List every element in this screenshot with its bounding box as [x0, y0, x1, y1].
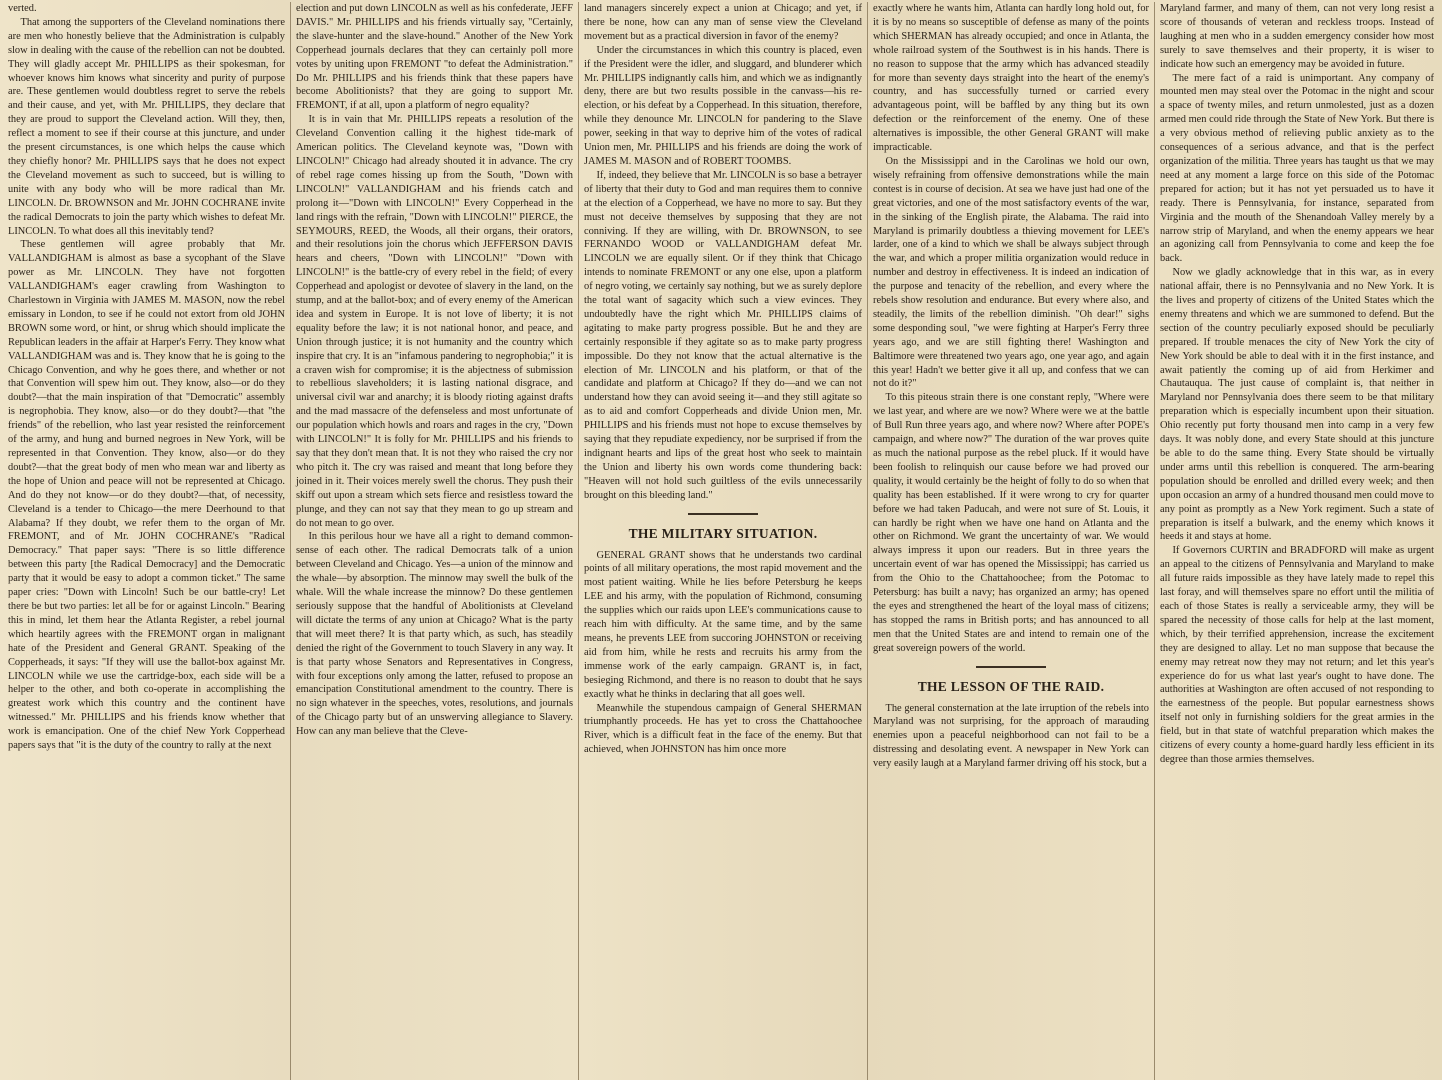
- paragraph: It is in vain that Mr. PHILLIPS repeats a resolution of the Cleveland Convention calling it the highest tide-mark of American politics. The Cleveland keynote was, "Down with LINCOLN!" Chicago had already shouted it in advance. The cry of rebel rage comes hissing up from the South, "Down with LINCOLN!" VALLANDIGHAM and his friends catch and prolong it—"Down with LINCOLN!" Every Copperhead in the land rings with the refrain, "Down with LINCOLN!" PIERCE, the SEYMOURS, REED, the Woods, all their organs, their orators, and their resolutions join the chorus which JEFFERSON DAVIS hears and cheers, "Down with LINCOLN!" "Down with LINCOLN!" is the battle-cry of every rebel in the field; of every Copperhead and apologist or devotee of slavery in the land, on the stump, and at the ballot-box; and of every enemy of the American idea and system in Europe. It is not love of liberty; it is not equality before the law; it is not national honor, and peace, and Union through justice; it is not humanity and the country which inspire that cry. It is an "infamous pandering to negrophobia;" it is a craven wish for compromise; it is the abjectness of submission to rebellious slaveholders; it is lasting national disgrace, and universal civil war and anarchy; it is bloody rioting against drafts and the mad massacre of the defenseless and most unfortunate of our population which howls and roars and rages in the cry, "Down with LINCOLN!" It is folly for Mr. PHILLIPS and his friends to say that they don't mean that. It is not they who raised the cry nor who pitch it. The cry was raised and meant that long before they joined in it. Their voices merely swell the chorus. They push their skiff out upon a stream which sets fierce and resistless toward the plunge, and they can not say that they mean to go up stream and do not mean to go over.: [296, 114, 573, 529]
- paragraph: exactly where he wants him, Atlanta can hardly long hold out, for it is by no means so susceptible of defense as many of the points which SHERMAN has already occupied; and once in Atlanta, the whole railroad system of the Southwest is in his hands. There is no reason to suppose that the army which has advanced steadily for more than seventy days straight into the heart of the enemy's country, and has successfully turned or carried every advantageous point, will be baffled by any thing but its own defection or the reinforcement of the enemy. One of these alternatives is impossible, the other General GRANT will make impracticable.: [873, 3, 1149, 154]
- paragraph: That among the supporters of the Cleveland nominations there are men who honestly believe that the Administration is culpably slow in dealing with the cause of the rebellion can not be doubted. They will gladly accept Mr. PHILLIPS as their spokesman, for whoever knows him knows what sincerity and purity of purpose are. These gentlemen would doubtless regret to serve the rebels and their cause, and yet, with Mr. PHILLIPS, they declare that they are proud to support the Cleveland action. Will they, then, reflect a moment to see if their course at this juncture, and under the present circumstances, is one which helps the cause which they chiefly honor? Mr. PHILLIPS says that he does not expect the Cleveland movement as such to succeed, but is willing to unite with any body who will be more radical than Mr. LINCOLN. Dr. BROWNSON and Mr. JOHN COCHRANE invite the radical Democrats to join the party which wishes to defeat Mr. LINCOLN. To what does all this inevitably tend?: [8, 16, 285, 237]
- paragraph: The general consternation at the late irruption of the rebels into Maryland was not surprising, for the approach of marauding enemies upon a peaceful neighborhood can not fail to be a distressing and desolating event. A newspaper in New York can very easily laugh at a Maryland farmer driving off his stock, but a: [873, 702, 1149, 770]
- paragraph: If Governors CURTIN and BRADFORD will make as urgent an appeal to the citizens of Pennsylvania and Maryland to make all future raids impossible as they have lately made to repel this last foray, and will themselves spare no effort until the militia of each of those States is really a serviceable army, they will be spared the necessity of those calls for help at the last moment, which, by their terrified apprehension, increase the excitement they are designed to allay. Let no man suppose that because the enemy may retreat now they may not return; and let this year's experience do for us what last year's ought to have done. The authorities at Washington are often accused of not responding to the earnestness of the people. But popular earnestness shows itself not only in furnishing soldiers for the great armies in the field, but in that state of watchful preparation which makes the citizens of every county a home-guard hardly less efficient in its degree than those armies themselves.: [1160, 545, 1434, 765]
- paragraph: The mere fact of a raid is unimportant. Any company of mounted men may steal over the Potomac in the night and scour a space of twenty miles, and return unmolested, just as a dozen armed men could ride through the State of New York. But there is a very obvious method of relieving public anxiety as to the consequences of a serious advance, and that is the perfect organization of the militia. Three years has taught us that we may need at any moment a large force on this side of the Potomac prepared for action; but it has not yet persuaded us to have it ready. There is Pennsylvania, for instance, separated from Virginia and the mouth of the Shenandoah Valley merely by a narrow strip of Maryland, and when the enemy appears we hear an agonizing call from Pennsylvania to come and keep the foe back.: [1160, 72, 1434, 265]
- heading-lesson-of-raid: THE LESSON OF THE RAID.: [917, 678, 1105, 694]
- heading-military-situation: THE MILITARY SITUATION.: [628, 525, 818, 541]
- paragraph: election and put down LINCOLN as well as his confederate, JEFF DAVIS." Mr. PHILLIPS and his friends virtually say, "Certainly, the slave-hunter and the slave-hound." Another of the New York Copperhead journals declares that they can certainly poll more votes by uniting upon FREMONT "to defeat the Administration." Do Mr. PHILLIPS and his friends think that these papers have become Abolitionists? that they are going to support Mr. FREMONT, if at all, upon a platform of negro equality?: [296, 3, 573, 112]
- paragraph: Under the circumstances in which this country is placed, even if the President were the idler, and sluggard, and blunderer which Mr. PHILLIPS indignantly calls him, and which we as indignantly deny, there are but two results possible in the canvass—his re-election, or his defeat by a Copperhead. In this situation, therefore, while they denounce Mr. LINCOLN for pandering to the Slave power, seeking in that way to deprive him of the votes of radical Union men, Mr. PHILLIPS and his friends are doing the work of JAMES M. MASON and of ROBERT TOOMBS.: [584, 44, 862, 167]
- column-1: [3, 2, 290, 1080]
- section-divider: [688, 513, 758, 515]
- paragraph: Maryland farmer, and many of them, can not very long resist a score of thousands of veteran and reckless troops. Instead of laughing at men who in a sudden emergency consider how most surely to save themselves and their property, it is wiser to indicate how such an emergency may be avoided in future.: [1160, 3, 1434, 70]
- column-4: [867, 2, 1154, 1080]
- paragraph: verted.: [8, 3, 37, 14]
- paragraph: In this perilous hour we have all a right to demand common-sense of each other. The radical Democrats talk of a union between Cleveland and Chicago. Yes—a union of the minnow and the whale—by absorption. The minnow may swell the bulk of the whale. Will the whale increase the minnow? Do these gentlemen seriously suppose that the handful of Abolitionists at Cleveland will dictate the terms of any union at Chicago? What is the party that will meet there? It is that party which, as such, has steadily denied the right of the Government to touch Slavery in any way. It is that party whose Senators and Representatives in Congress, with four exceptions only among the latter, refused to propose an emancipation Constitutional amendment to the country. There is no sign whatever in the speeches, votes, resolutions, and journals of the Chicago party but of an unswerving allegiance to Slavery. How can any man believe that the Cleve-: [296, 531, 573, 738]
- paragraph: land managers sincerely expect a union at Chicago; and yet, if there be none, how can any man of sense view the Cleveland movement but as a practical diversion in favor of the enemy?: [584, 3, 862, 42]
- section-divider: [976, 666, 1046, 668]
- paragraph: Meanwhile the stupendous campaign of General SHERMAN triumphantly proceeds. He has yet to cross the Chattahoochee River, which is a difficult feat in the face of the enemy. But that achieved, when JOHNSTON has him once more: [584, 702, 862, 756]
- paragraph: GENERAL GRANT shows that he understands two cardinal points of all military operations, the most rapid movement and the most patient waiting. While he lies before Petersburg he keeps LEE and his army, with the population of Richmond, consuming the supplies which our raids upon LEE's communications cause to reach him with difficulty. At the same time, and by the same means, he prevents LEE from succoring JOHNSTON or receiving aid from him, while he rests and recruits his army from the immense work of the early campaign. GRANT is, in fact, besieging Richmond, and there is no reason to doubt that he says exactly what he thinks in declaring that all goes well.: [584, 549, 862, 700]
- paragraph: Now we gladly acknowledge that in this war, as in every national affair, there is no Pennsylvania and no New York. It is the lives and property of citizens of the United States which the enemy threatens and which we are summoned to defend. But the section of the country peculiarly exposed should be peculiarly prepared. If trouble menaces the city of New York the city of New York should be able to deal with it in the first instance, and await patiently the coming up of aid from Herkimer and Chautauqua. The just cause of complaint is, that neither in Maryland nor Pennsylvania does there seem to be that military preparation which is especially incumbent upon their situation. Ohio recently put forty thousand men into camp in a very few days. It was nobly done, and every State should at this juncture be able to do the same thing. Every State should be virtually under arms until this rebellion is conquered. The arm-bearing population should be enrolled and drilled every week; and then upon occasion an army of a hundred thousand men could move to any point as promptly as a New York regiment. Such a state of preparation is itself a bulwark, and the enemy which knows it heeds it and stays at home.: [1160, 267, 1434, 543]
- column-5: [1154, 2, 1439, 1080]
- paragraph: On the Mississippi and in the Carolinas we hold our own, wisely refraining from offensive demonstrations while the main contest is in course of decision. At sea we have just had one of the great victories, and one of the most satisfactory events of the war, in the sinking of the English pirate, the Alabama. The raid into Maryland is primarily doubtless a thieving movement for LEE's larder, one of a kind to which we shall be always subject through the war, and which a proper militia organization would reduce in number and destroy in effectiveness. It is indeed an indication of the purpose and tenacity of the rebellion, and every where the rebels show resolution and endurance. But every where also, and steadily, the limits of the rebellion diminish. "Oh dear!" sighs some desponding soul, "we were fighting at Harper's Ferry three years ago, and we are still fighting there! Washington and Baltimore were threatened two years ago, one year ago, and again this year! Hadn't we better give it all up, and confess that we can not do it?": [873, 155, 1149, 390]
- paragraph: If, indeed, they believe that Mr. LINCOLN is so base a betrayer of liberty that their duty to God and man requires them to connive at the election of a Copperhead, we have no more to say. But they must not deceive themselves by supposing that they are not conniving. If they are willing, with Dr. BROWNSON, to see FERNANDO WOOD or VALLANDIGHAM defeat Mr. LINCOLN we are equally silent. Or if they think that Chicago intends to nominate FREMONT or any one else, upon a platform of negro voting, we certainly say nothing, but we as surely deplore the total want of sagacity which such a view evinces. They undoubtedly have the right which Mr. PHILLIPS claims of agitating to make party progress possible. But he and they are certainly responsible if they agitate so as to make party progress impossible. Do they not know that the actual alternative is the election of Mr. LINCOLN and his platform, or that of the candidate and platform at Chicago? If they do—and we can not understand how they can avoid seeing it—and they still agitate so as to aid and comfort Copperheads and divide Union men, Mr. PHILLIPS and his friends must not hope to excuse themselves by saying that they repudiate expediency, nor be surprised if from the indignant hearts and lips of the great host who seek to maintain the Union and liberty his own words come thundering back: "Heaven will not hold such guiltless of the evils unnecessarily brought on this bleeding land.": [584, 169, 862, 501]
- paragraph: These gentlemen will agree probably that Mr. VALLANDIGHAM is almost as base a sycophant of the Slave power as Mr. LINCOLN. They have not forgotten VALLANDIGHAM's eager crawling from Washington to Charlestown in Virginia with JAMES M. MASON, now the rebel emissary in London, to see if he could not extort from old JOHN BROWN some word, or hint, or shrug which should implicate the Republican leaders in the affair at Harper's Ferry. They know what VALLANDIGHAM was and is. They know that he is going to the Chicago Convention, and why he goes there, and whether or not that Convention will spew him out. They know, also—or do they doubt?—that the main inspiration of that "Democratic" assembly is negrophobia. They know, also—or do they doubt?—that "the friends" of the rebellion, who last year resisted the reinforcement of the army, and hung and burned negroes in New York, will be represented in that Convention. They know, also—or do they doubt?—that the great body of men who mean war and liberty as the hope of Union and peace will not be represented at Chicago. And do they not know—or do they doubt?—that, of necessity, Cleveland is a tender to Chicago—the mere Deerhound to that Alabama? If they doubt, we refer them to the organ of Mr. FREMONT, and of Mr. JOHN COCHRANE's "Radical Democracy." That paper says: "There is so little difference between this party [the Radical Democracy] and the Democratic party that it would be easy to adopt a common ticket." The same paper cries: "Down with Lincoln! Such be our battle-cry! Let there be but two parties: let all be for or against Lincoln." Bearing this in mind, let them hear the Atlanta Register, a rebel journal which heartily agrees with the FREMONT organ in malignant hate of the President and General GRANT. Speaking of the Copperheads, it says: "If they will use the ballot-box against Mr. LINCOLN while we use the cartridge-box, each side will be a helper to the other, and both co-operate in accomplishing the greatest work which this country and the continent have witnessed." Mr. PHILLIPS and his friends know whether that work is emancipation. One of the chief New York Copperhead papers says that "it is the duty of the country to rally at the next: [8, 239, 285, 752]
- paragraph: To this piteous strain there is one constant reply, "Where were we last year, and where are we now? Where were we at the battle of Bull Run three years ago, and where now? Where after POPE's campaign, and where now?" The duration of the war proves quite as much the national purpose as the rebel pluck. If it would have been foolish to relinquish our cause before we had proved our quality, it would certainly be the height of folly to do so when that quality has been established. If it were wrong to cry for quarter before we had taken Paducah, and were not sure of St. Louis, it can hardly be right when we have one hand on Atlanta and the other on Richmond. We grant the uncertainty of war. We would always impress it upon our readers. But in three years the uncertain event of war has opened the Mississippi; has carried us from the Ohio to the Chattahoochee; from the Potomac to Petersburg: has built a navy; has organized an army; has opened the eyes and strengthened the heart of the loyal mass of citizens; has stopped the rams in British ports; and has announced to all men that the United States are and intend to remain one of the great sovereign powers of the world.: [873, 392, 1149, 654]
- column-2: [290, 2, 578, 1080]
- column-3: [578, 2, 867, 1080]
